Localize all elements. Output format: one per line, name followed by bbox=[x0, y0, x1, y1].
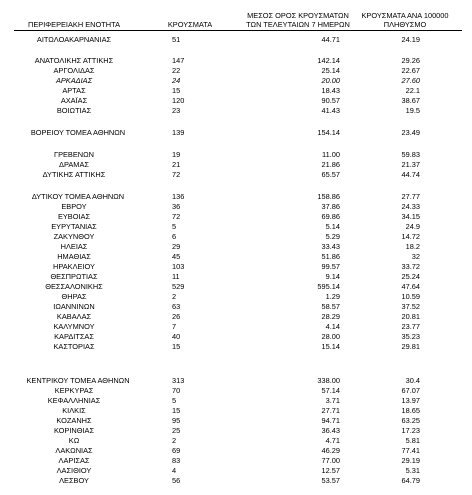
avg-value: 4.14 bbox=[325, 322, 340, 331]
per-capita-value: 5.81 bbox=[405, 436, 420, 445]
header-avg bbox=[238, 11, 358, 29]
region-name: ΖΑΚΥΝΘΟΥ bbox=[53, 232, 95, 241]
table-row bbox=[0, 333, 472, 341]
avg-value: 36.43 bbox=[321, 426, 340, 435]
per-capita-value: 24.33 bbox=[401, 202, 420, 211]
per-capita-value: 20.81 bbox=[401, 312, 420, 321]
cases-value: 313 bbox=[172, 376, 185, 385]
header-per-capita bbox=[350, 11, 460, 29]
avg-value: 51.86 bbox=[321, 252, 340, 261]
cases-value: 40 bbox=[172, 332, 181, 341]
region-name: ΛΑΡΙΣΑΣ bbox=[58, 456, 90, 465]
per-capita-value: 23.77 bbox=[401, 322, 420, 331]
avg-value: 69.86 bbox=[321, 212, 340, 221]
per-capita-value: 5.31 bbox=[405, 466, 420, 475]
cases-value: 136 bbox=[172, 192, 185, 201]
table-row bbox=[0, 397, 472, 405]
avg-value: 37.86 bbox=[321, 202, 340, 211]
region-name: ΒΟΙΩΤΙΑΣ bbox=[56, 106, 92, 115]
header-avg-line1: ΜΕΣΟΣ ΟΡΟΣ ΚΡΟΥΣΜΑΤΩΝ bbox=[247, 11, 349, 20]
avg-value: 4.71 bbox=[325, 436, 340, 445]
avg-value: 53.57 bbox=[321, 476, 340, 485]
cases-value: 2 bbox=[172, 292, 177, 301]
avg-value: 94.71 bbox=[321, 416, 340, 425]
table-row bbox=[0, 343, 472, 351]
region-name: ΚΙΛΚΙΣ bbox=[62, 406, 86, 415]
region-name: ΛΕΣΒΟΥ bbox=[59, 476, 89, 485]
per-capita-value: 18.2 bbox=[405, 242, 420, 251]
per-capita-value: 18.65 bbox=[401, 406, 420, 415]
cases-value: 15 bbox=[172, 86, 181, 95]
per-capita-value: 19.5 bbox=[405, 106, 420, 115]
region-name: ΑΧΑΪΑΣ bbox=[60, 96, 88, 105]
per-capita-value: 13.97 bbox=[401, 396, 420, 405]
cases-value: 6 bbox=[172, 232, 177, 241]
per-capita-value: 22.67 bbox=[401, 66, 420, 75]
avg-value: 12.57 bbox=[321, 466, 340, 475]
avg-value: 44.71 bbox=[321, 35, 340, 44]
region-name: ΗΛΕΙΑΣ bbox=[60, 242, 88, 251]
header-per-line2: ΠΛΗΘΥΣΜΟ bbox=[383, 20, 427, 29]
region-name: ΒΟΡΕΙΟΥ ΤΟΜΕΑ ΑΘΗΝΩΝ bbox=[30, 128, 126, 137]
table-row bbox=[0, 447, 472, 455]
table-row bbox=[0, 193, 472, 201]
avg-value: 65.57 bbox=[321, 170, 340, 179]
table-row bbox=[0, 273, 472, 281]
cases-value: 120 bbox=[172, 96, 185, 105]
table-row bbox=[0, 387, 472, 395]
region-name: ΚΕΡΚΥΡΑΣ bbox=[54, 386, 94, 395]
table-row bbox=[0, 213, 472, 221]
region-name: ΔΥΤΙΚΟΥ ΤΟΜΕΑ ΑΘΗΝΩΝ bbox=[31, 192, 125, 201]
avg-value: 11.00 bbox=[322, 150, 340, 159]
cases-value: 36 bbox=[172, 202, 181, 211]
region-name: ΑΡΚΑΔΙΑΣ bbox=[55, 76, 93, 85]
cases-value: 22 bbox=[172, 66, 181, 75]
table-row bbox=[0, 293, 472, 301]
per-capita-value: 77.41 bbox=[401, 446, 420, 455]
per-capita-value: 59.83 bbox=[401, 150, 420, 159]
avg-value: 46.29 bbox=[321, 446, 340, 455]
cases-value: 19 bbox=[172, 150, 181, 159]
avg-value: 15.14 bbox=[321, 342, 340, 351]
avg-value: 99.57 bbox=[321, 262, 340, 271]
cases-value: 45 bbox=[172, 252, 181, 261]
per-capita-value: 14.72 bbox=[401, 232, 420, 241]
table-row bbox=[0, 97, 472, 105]
per-capita-value: 33.72 bbox=[401, 262, 420, 271]
table-row bbox=[0, 417, 472, 425]
region-name: ΚΕΦΑΛΛΗΝΙΑΣ bbox=[47, 396, 101, 405]
cases-value: 529 bbox=[172, 282, 185, 291]
table-row bbox=[0, 203, 472, 211]
region-name: ΚΕΝΤΡΙΚΟΥ ΤΟΜΕΑ ΑΘΗΝΩΝ bbox=[26, 376, 130, 385]
table-row bbox=[0, 223, 472, 231]
per-capita-value: 25.24 bbox=[401, 272, 420, 281]
table-row bbox=[0, 283, 472, 291]
per-capita-value: 24.19 bbox=[401, 35, 420, 44]
table-row bbox=[0, 67, 472, 75]
per-capita-value: 21.37 bbox=[401, 160, 420, 169]
cases-value: 56 bbox=[172, 476, 181, 485]
per-capita-value: 67.07 bbox=[401, 386, 420, 395]
cases-value: 26 bbox=[172, 312, 181, 321]
region-name: ΘΗΡΑΣ bbox=[61, 292, 87, 301]
table-row bbox=[0, 161, 472, 169]
cases-value: 70 bbox=[172, 386, 181, 395]
avg-value: 57.14 bbox=[321, 386, 340, 395]
table-row bbox=[0, 129, 472, 137]
per-capita-value: 37.52 bbox=[401, 302, 420, 311]
avg-value: 77.00 bbox=[321, 456, 340, 465]
region-name: ΘΕΣΠΡΩΤΙΑΣ bbox=[50, 272, 98, 281]
avg-value: 18.43 bbox=[321, 86, 340, 95]
avg-value: 20.00 bbox=[321, 76, 340, 85]
avg-value: 28.00 bbox=[321, 332, 340, 341]
per-capita-value: 23.49 bbox=[401, 128, 420, 137]
per-capita-value: 38.67 bbox=[401, 96, 420, 105]
avg-value: 25.14 bbox=[321, 66, 340, 75]
region-name: ΚΟΡΙΝΘΙΑΣ bbox=[53, 426, 95, 435]
cases-value: 69 bbox=[172, 446, 181, 455]
per-capita-value: 35.23 bbox=[401, 332, 420, 341]
table-row bbox=[0, 253, 472, 261]
region-name: ΕΥΡΥΤΑΝΙΑΣ bbox=[51, 222, 97, 231]
avg-value: 5.14 bbox=[325, 222, 340, 231]
avg-value: 1.29 bbox=[325, 292, 340, 301]
avg-value: 21.86 bbox=[321, 160, 340, 169]
region-name: ΕΒΡΟΥ bbox=[61, 202, 87, 211]
avg-value: 9.14 bbox=[325, 272, 340, 281]
region-name: ΚΩ bbox=[68, 436, 80, 445]
table-row bbox=[0, 457, 472, 465]
table-row bbox=[0, 467, 472, 475]
region-name: ΑΡΓΟΛΙΔΑΣ bbox=[53, 66, 95, 75]
per-capita-value: 27.77 bbox=[401, 192, 420, 201]
cases-value: 63 bbox=[172, 302, 181, 311]
table-row bbox=[0, 151, 472, 159]
region-name: ΗΡΑΚΛΕΙΟΥ bbox=[53, 262, 95, 271]
cases-value: 72 bbox=[172, 212, 181, 221]
avg-value: 5.29 bbox=[325, 232, 340, 241]
table-row bbox=[0, 107, 472, 115]
cases-value: 51 bbox=[172, 35, 181, 44]
per-capita-value: 44.74 bbox=[401, 170, 420, 179]
region-name: ΙΩΑΝΝΙΝΩΝ bbox=[53, 302, 95, 311]
per-capita-value: 22.1 bbox=[405, 86, 420, 95]
avg-value: 33.43 bbox=[321, 242, 340, 251]
region-name: ΛΑΚΩΝΙΑΣ bbox=[55, 446, 93, 455]
region-name: ΔΥΤΙΚΗΣ ΑΤΤΙΚΗΣ bbox=[42, 170, 106, 179]
cases-value: 24 bbox=[172, 76, 181, 85]
header-avg-line2: ΤΩΝ ΤΕΛΕΥΤΑΙΩΝ 7 ΗΜΕΡΩΝ bbox=[246, 20, 350, 29]
per-capita-value: 24.9 bbox=[405, 222, 420, 231]
table-row bbox=[0, 313, 472, 321]
avg-value: 158.86 bbox=[317, 192, 340, 201]
cases-value: 139 bbox=[172, 128, 185, 137]
per-capita-value: 64.79 bbox=[401, 476, 420, 485]
region-name: ΚΑΡΔΙΤΣΑΣ bbox=[54, 332, 94, 341]
region-name: ΕΥΒΟΙΑΣ bbox=[57, 212, 91, 221]
header-region: ΠΕΡΙΦΕΡΕΙΑΚΗ ΕΝΟΤΗΤΑ bbox=[28, 20, 120, 29]
header-per-line1: ΚΡΟΥΣΜΑΤΑ ΑΝΑ 100000 bbox=[361, 11, 449, 20]
header-rule bbox=[14, 30, 462, 31]
table-row bbox=[0, 303, 472, 311]
table-row bbox=[0, 323, 472, 331]
avg-value: 90.57 bbox=[321, 96, 340, 105]
per-capita-value: 34.15 bbox=[401, 212, 420, 221]
table-row bbox=[0, 171, 472, 179]
table-row bbox=[0, 233, 472, 241]
region-name: ΘΕΣΣΑΛΟΝΙΚΗΣ bbox=[45, 282, 103, 291]
cases-value: 15 bbox=[172, 406, 181, 415]
per-capita-value: 63.25 bbox=[401, 416, 420, 425]
per-capita-value: 17.23 bbox=[401, 426, 420, 435]
cases-value: 83 bbox=[172, 456, 181, 465]
cases-value: 15 bbox=[172, 342, 181, 351]
region-name: ΚΑΣΤΟΡΙΑΣ bbox=[53, 342, 95, 351]
cases-value: 7 bbox=[172, 322, 177, 331]
avg-value: 595.14 bbox=[317, 282, 340, 291]
avg-value: 3.71 bbox=[325, 396, 340, 405]
region-name: ΚΑΒΑΛΑΣ bbox=[56, 312, 92, 321]
avg-value: 58.57 bbox=[321, 302, 340, 311]
region-name: ΚΑΛΥΜΝΟΥ bbox=[53, 322, 95, 331]
table-row bbox=[0, 407, 472, 415]
cases-value: 147 bbox=[172, 56, 185, 65]
avg-value: 27.71 bbox=[321, 406, 340, 415]
per-capita-value: 30.4 bbox=[405, 376, 420, 385]
per-capita-value: 10.59 bbox=[401, 292, 420, 301]
per-capita-value: 29.26 bbox=[401, 56, 420, 65]
table-row bbox=[0, 243, 472, 251]
avg-value: 41.43 bbox=[321, 106, 340, 115]
region-name: ΚΟΖΑΝΗΣ bbox=[56, 416, 92, 425]
region-name: ΛΑΣΙΘΙΟΥ bbox=[56, 466, 92, 475]
per-capita-value: 29.81 bbox=[401, 342, 420, 351]
avg-value: 338.00 bbox=[317, 376, 340, 385]
table-row bbox=[0, 377, 472, 385]
table-row bbox=[0, 36, 472, 44]
per-capita-value: 29.19 bbox=[401, 456, 420, 465]
region-name: ΑΙΤΩΛΟΑΚΑΡΝΑΝΙΑΣ bbox=[36, 35, 112, 44]
cases-value: 4 bbox=[172, 466, 177, 475]
region-name: ΓΡΕΒΕΝΩΝ bbox=[54, 150, 94, 159]
per-capita-value: 32 bbox=[411, 252, 420, 261]
table-row bbox=[0, 427, 472, 435]
cases-value: 2 bbox=[172, 436, 177, 445]
cases-value: 29 bbox=[172, 242, 181, 251]
table-row bbox=[0, 263, 472, 271]
avg-value: 154.14 bbox=[317, 128, 340, 137]
avg-value: 28.29 bbox=[321, 312, 340, 321]
cases-value: 21 bbox=[172, 160, 181, 169]
table-row bbox=[0, 437, 472, 445]
per-capita-value: 27.60 bbox=[401, 76, 420, 85]
cases-value: 25 bbox=[172, 426, 181, 435]
per-capita-value: 47.64 bbox=[401, 282, 420, 291]
cases-value: 11 bbox=[172, 272, 180, 281]
avg-value: 142.14 bbox=[317, 56, 340, 65]
region-name: ΔΡΑΜΑΣ bbox=[59, 160, 89, 169]
region-name: ΑΝΑΤΟΛΙΚΗΣ ΑΤΤΙΚΗΣ bbox=[34, 56, 114, 65]
cases-value: 95 bbox=[172, 416, 181, 425]
table-row bbox=[0, 477, 472, 485]
cases-value: 72 bbox=[172, 170, 181, 179]
region-name: ΗΜΑΘΙΑΣ bbox=[57, 252, 91, 261]
header-cases: ΚΡΟΥΣΜΑΤΑ bbox=[167, 20, 213, 29]
table-row bbox=[0, 77, 472, 85]
cases-value: 5 bbox=[172, 222, 177, 231]
cases-value: 23 bbox=[172, 106, 181, 115]
region-name: ΑΡΤΑΣ bbox=[62, 86, 86, 95]
table-row bbox=[0, 57, 472, 65]
table-row bbox=[0, 87, 472, 95]
cases-value: 103 bbox=[172, 262, 185, 271]
cases-value: 5 bbox=[172, 396, 177, 405]
